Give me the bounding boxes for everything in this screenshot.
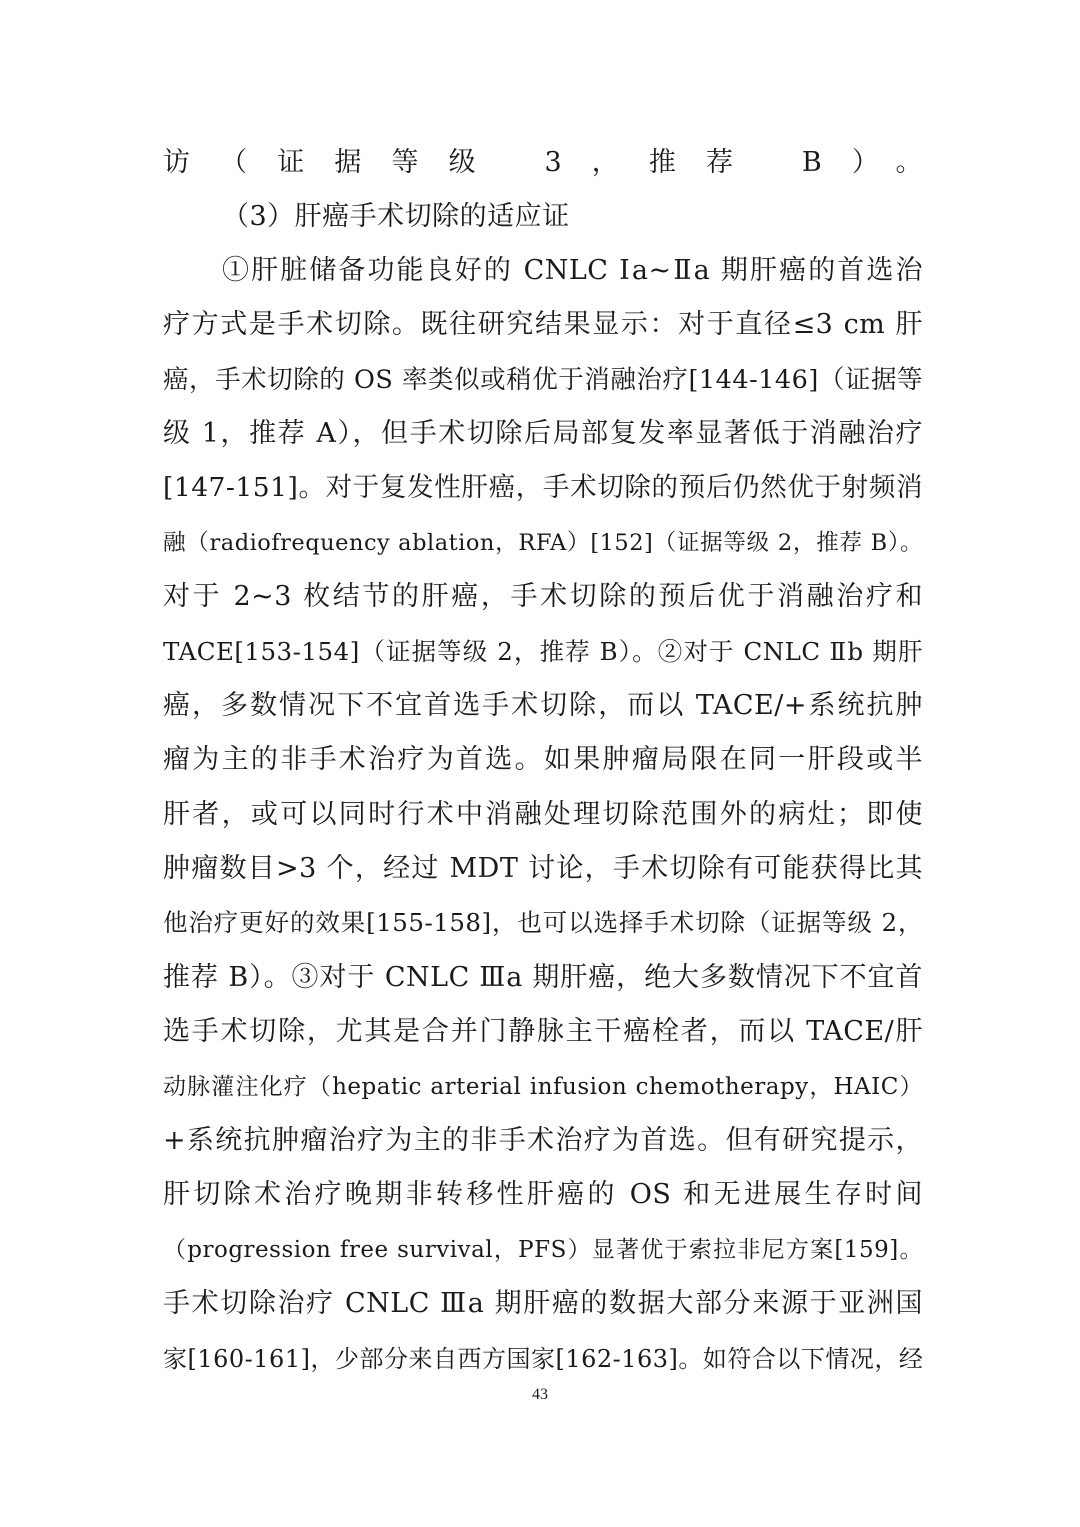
text-line-6: 级 1，推荐 A），但手术切除后局部复发率显著低于消融治疗	[163, 418, 923, 449]
page-number: 43	[532, 1386, 548, 1403]
text-line-23: 家[160-161]，少部分来自西方国家[162-163]。如符合以下情况，经	[163, 1345, 924, 1373]
text-line-4: 疗方式是手术切除。既往研究结果显示：对于直径≤3 cm 肝	[163, 309, 923, 340]
section-heading: （3）肝癌手术切除的适应证	[222, 201, 570, 232]
text-line-8: 融（radiofrequency ablation，RFA）[152]（证据等级 2，推荐 B）。	[163, 530, 923, 556]
text-line-20: 肝切除术治疗晚期非转移性肝癌的 OS 和无进展生存时间	[163, 1179, 923, 1210]
text-line-12: 瘤为主的非手术治疗为首选。如果肿瘤局限在同一肝段或半	[163, 744, 923, 775]
text-line-15: 他治疗更好的效果[155-158]，也可以选择手术切除（证据等级 2，	[163, 908, 923, 937]
text-line-21: （progression free survival，PFS）显著优于索拉非尼方案[159]。	[163, 1237, 923, 1263]
text-line-16: 推荐 B）。③对于 CNLC Ⅲa 期肝癌，绝大多数情况下不宜首	[163, 962, 923, 993]
text-line-10: TACE[153-154]（证据等级 2，推荐 B）。②对于 CNLC Ⅱb 期肝	[163, 637, 923, 666]
text-line-1: 访（证据等级 3，推荐 B）。	[163, 147, 923, 178]
text-line-7: [147-151]。对于复发性肝癌，手术切除的预后仍然优于射频消	[163, 472, 923, 503]
text-line-5: 癌，手术切除的 OS 率类似或稍优于消融治疗[144-146]（证据等	[163, 365, 923, 395]
text-line-9: 对于 2~3 枚结节的肝癌，手术切除的预后优于消融治疗和	[163, 581, 923, 612]
text-line-19: +系统抗肿瘤治疗为主的非手术治疗为首选。但有研究提示，	[163, 1125, 923, 1156]
text-line-17: 选手术切除，尤其是合并门静脉主干癌栓者，而以 TACE/肝	[163, 1016, 923, 1047]
text-line-13: 肝者，或可以同时行术中消融处理切除范围外的病灶；即使	[163, 799, 923, 830]
text-line-3: ①肝脏储备功能良好的 CNLC Ⅰa~Ⅱa 期肝癌的首选治	[222, 255, 923, 286]
text-line-22: 手术切除治疗 CNLC Ⅲa 期肝癌的数据大部分来源于亚洲国	[163, 1288, 923, 1319]
text-line-11: 癌，多数情况下不宜首选手术切除，而以 TACE/+系统抗肿	[163, 690, 923, 721]
text-line-18: 动脉灌注化疗（hepatic arterial infusion chemotherapy，HAIC）	[163, 1074, 923, 1100]
text-line-14: 肿瘤数目>3 个，经过 MDT 讨论，手术切除有可能获得比其	[163, 853, 923, 884]
